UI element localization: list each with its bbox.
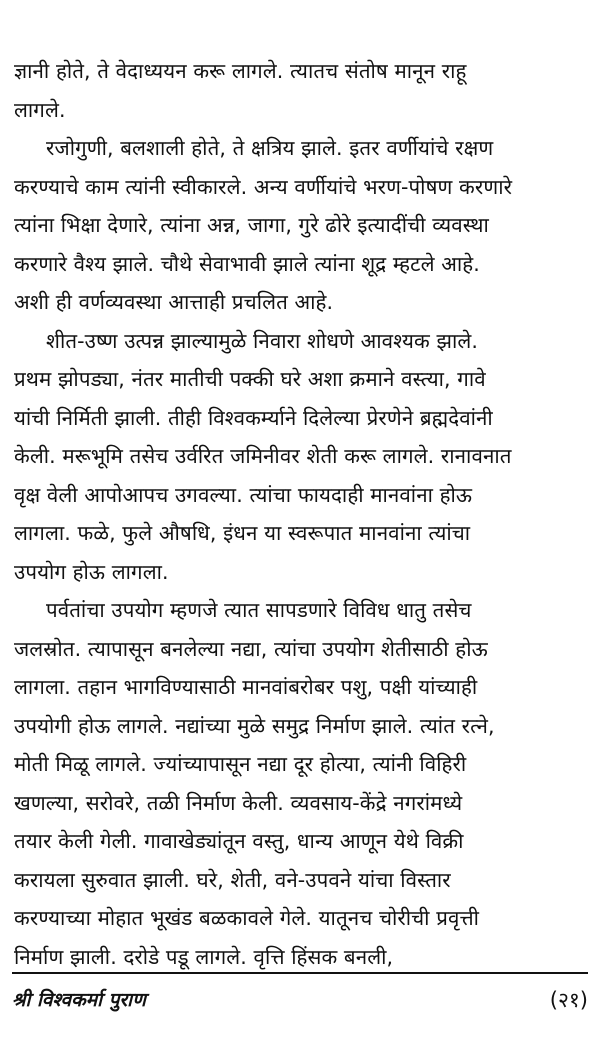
body-text bbox=[14, 52, 588, 976]
text-line: करायला सुरुवात झाली. घरे, शेती, वने-उपवने यांचा विस्तार bbox=[14, 867, 451, 892]
text-line: मोती मिळू लागले. ज्यांच्यापासून नद्या दूर होत्या, त्यांनी विहिरी bbox=[14, 752, 467, 776]
text-line: त्यांना भिक्षा देणारे, त्यांना अन्न, जागा, गुरे ढोरे इत्यादींची व्यवस्था bbox=[14, 213, 489, 237]
text-line: यांची निर्मिती झाली. तीही विश्वकर्म्याने दिलेल्या प्रेरणेने ब्रह्मदेवांनी bbox=[14, 405, 493, 430]
text-line: लागले. bbox=[14, 97, 66, 122]
text-line: प्रथम झोपड्या, नंतर मातीची पक्की घरे अशा क्रमाने वस्त्या, गावे bbox=[14, 367, 486, 391]
text-line: ज्ञानी होते, ते वेदाध्ययन करू लागले. त्यातच संतोष मानून राहू bbox=[14, 59, 467, 83]
text-line: जलस्रोत. त्यापासून बनलेल्या नद्या, त्यांचा उपयोग शेतीसाठी होऊ bbox=[14, 636, 488, 661]
text-line: लागला. तहान भागविण्यासाठी मानवांबरोबर पशु, पक्षी यांच्याही bbox=[14, 675, 478, 699]
footer-divider bbox=[12, 972, 588, 974]
text-line: पर्वतांचा उपयोग म्हणजे त्यात सापडणारे विविध धातु तसेच bbox=[46, 598, 472, 622]
text-line: तयार केली गेली. गावाखेड्यांतून वस्तु, धान्य आणून येथे विक्री bbox=[14, 829, 464, 853]
text-line: शीत-उष्ण उत्पन्न झाल्यामुळे निवारा शोधणे आवश्यक झाले. bbox=[46, 328, 478, 353]
text-line: रजोगुणी, बलशाली होते, ते क्षत्रिय झाले. इतर वर्णीयांचे रक्षण bbox=[46, 136, 494, 160]
text-line: केली. मरूभूमि तसेच उर्वरित जमिनीवर शेती करू लागले. रानावनात bbox=[14, 444, 512, 468]
text-line: लागला. फळे, फुले औषधि, इंधन या स्वरूपात मानवांना त्यांचा bbox=[14, 521, 471, 545]
book-title: श्री विश्वकर्मा पुराण bbox=[12, 989, 146, 1011]
text-line: उपयोगी होऊ लागले. नद्यांच्या मुळे समुद्र निर्माण झाले. त्यांत रत्ने, bbox=[14, 713, 495, 738]
text-line: वृक्ष वेली आपोआपच उगवल्या. त्यांचा फायदाही मानवांना होऊ bbox=[14, 482, 473, 507]
text-line: करण्याच्या मोहात भूखंड बळकावले गेले. यातूनच चोरीची प्रवृत्ती bbox=[14, 906, 480, 930]
text-line: करणारे वैश्य झाले. चौथे सेवाभावी झाले त्यांना शूद्र म्हटले आहे. bbox=[14, 251, 480, 276]
text-line: उपयोग होऊ लागला. bbox=[14, 559, 169, 584]
text-line: खणल्या, सरोवरे, तळी निर्माण केली. व्यवसाय-केंद्रे नगरांमध्ये bbox=[14, 790, 463, 815]
text-line: अशी ही वर्णव्यवस्था आत्ताही प्रचलित आहे. bbox=[14, 290, 334, 314]
text-line: करण्याचे काम त्यांनी स्वीकारले. अन्य वर्णीयांचे भरण-पोषण करणारे bbox=[14, 174, 513, 199]
page-number: (२१) bbox=[549, 988, 588, 1012]
text-line: निर्माण झाली. दरोडे पडू लागले. वृत्ति हिंसक बनली, bbox=[14, 944, 394, 969]
